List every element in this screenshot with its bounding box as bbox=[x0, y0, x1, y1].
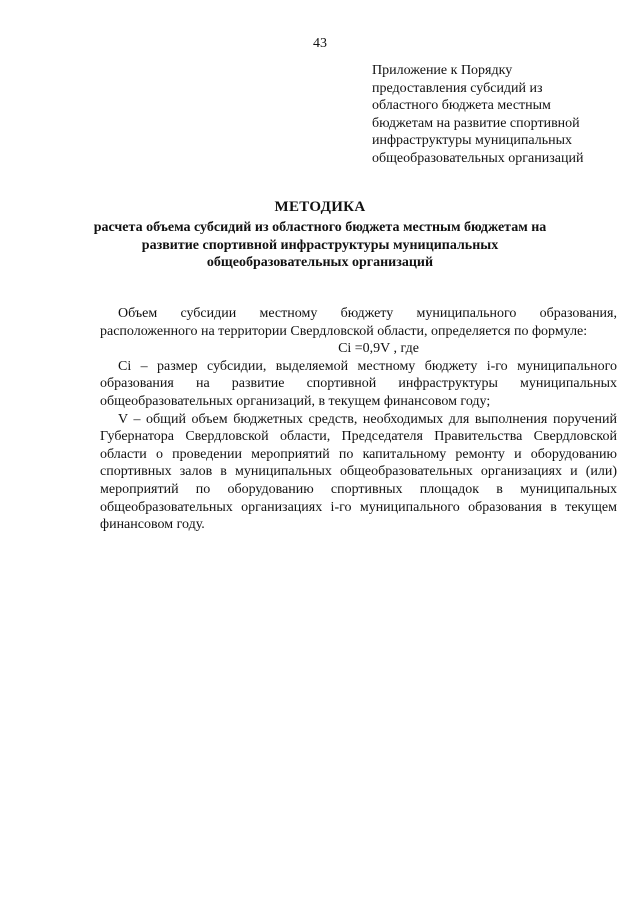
definition-v: V – общий объем бюджетных средств, необходимых для выполнения поручений Губернатора Свердловской области, Председателя Правительства Свердловской области о проведении мероприятий по капитальному ремонту и оборудованию спортивных залов в муниципальных общеобразовательных организациях и (или) мероприятий по оборудованию спортивных площадок в муниципальных общеобразовательных организациях i-го муниципального образования в текущем финансовом году. bbox=[100, 411, 617, 533]
definition-ci: Сi – размер субсидии, выделяемой местному бюджету i-го муниципального образования на развитие спортивной инфраструктуры муниципальных общеобразовательных организаций, в текущем финансовом году; bbox=[100, 358, 617, 409]
document-title: МЕТОДИКА bbox=[274, 199, 366, 215]
appendix-line: Приложение к Порядку bbox=[372, 63, 513, 78]
appendix-note bbox=[372, 62, 622, 167]
document-body bbox=[100, 305, 617, 534]
appendix-line: общеобразовательных организаций bbox=[372, 150, 584, 166]
subtitle-line: расчета объема субсидий из областного бюджета местным бюджетам на bbox=[93, 220, 547, 235]
appendix-line: предоставления субсидий из bbox=[372, 80, 543, 96]
subtitle-line: общеобразовательных организаций bbox=[206, 255, 434, 270]
intro-paragraph: Объем субсидии местному бюджету муниципального образования, расположенного на территории Свердловской области, определяется по формуле: bbox=[100, 306, 617, 339]
subtitle-line: развитие спортивной инфраструктуры муниципальных bbox=[141, 237, 499, 253]
appendix-line: областного бюджета местным bbox=[372, 98, 551, 113]
page-number: 43 bbox=[313, 36, 327, 51]
document-subtitle bbox=[40, 219, 600, 272]
appendix-line: бюджетам на развитие спортивной bbox=[372, 115, 580, 131]
formula: Сi =0,9V , где bbox=[338, 341, 419, 357]
appendix-line: инфраструктуры муниципальных bbox=[372, 133, 572, 148]
